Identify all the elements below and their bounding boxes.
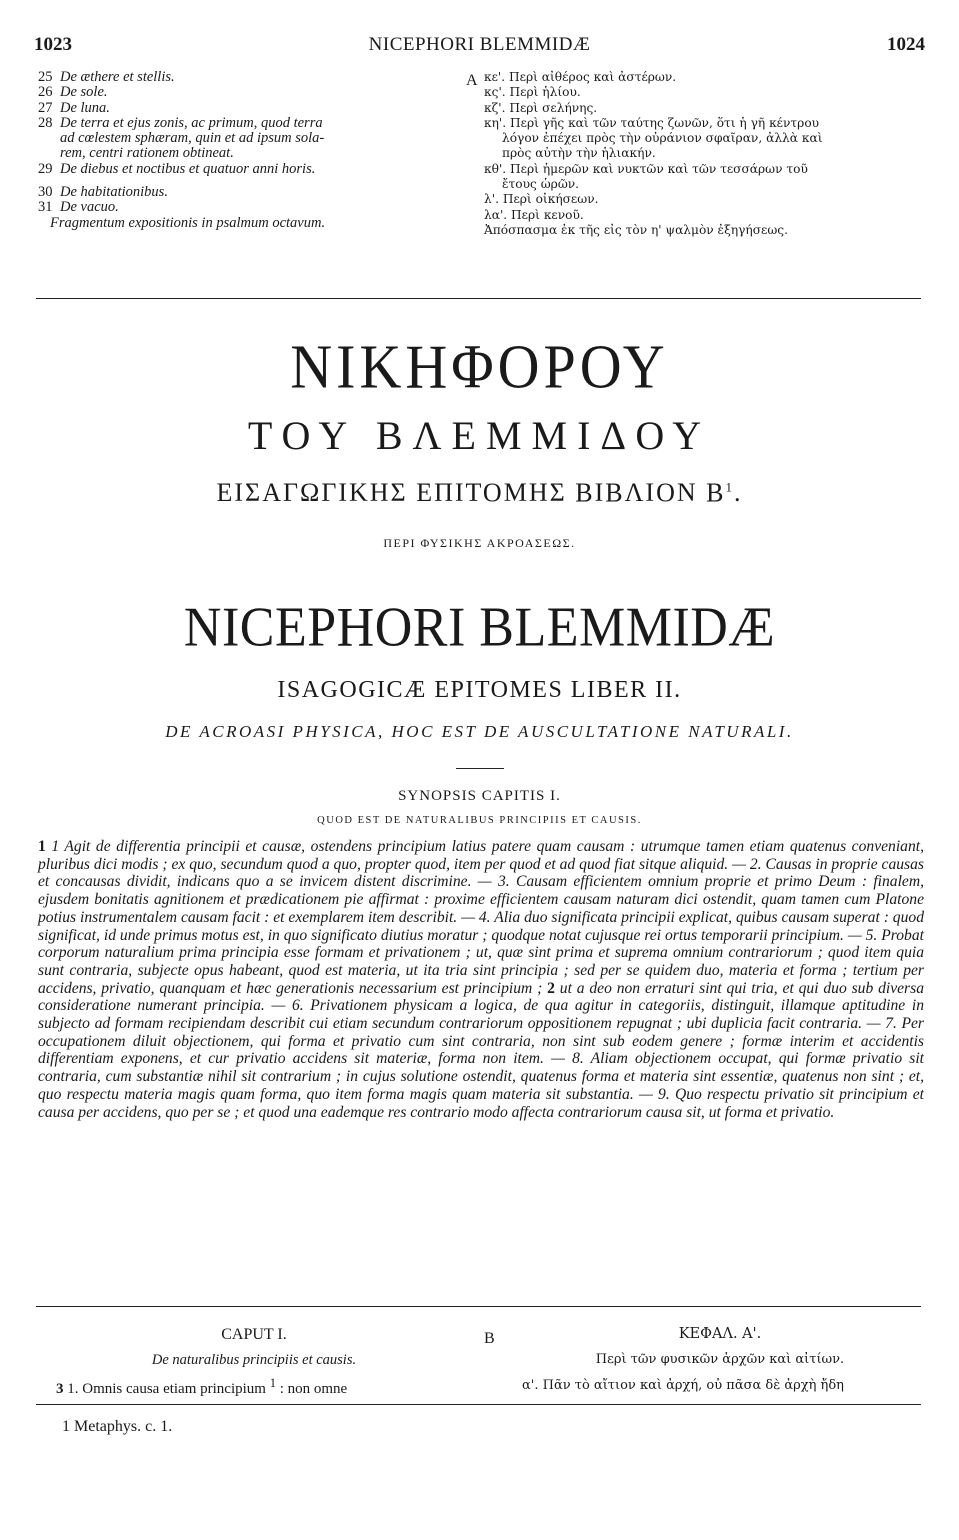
running-header (34, 34, 925, 62)
greek-book-text: ΕΙΣΑΓΩΓΙΚΗΣ ΕΠΙΤΟΜΗΣ ΒΙΒΛΙΟΝ Β (216, 478, 726, 507)
toc-num (38, 131, 60, 146)
margin-marker-a: A (466, 72, 478, 89)
latin-subtitle: DE ACROASI PHYSICA, HOC EST DE AUSCULTATIONE NATURALI. (165, 722, 794, 741)
synopsis-text-1: 1 Agit de differentia principii et causæ, ostendens principium latius patere quam causam : utrumque tamen etiam quatenus conveniant, pluribus dici modis ; ex quo, secundum quod a quo, propter quod, item per quod et ad quod fiat sitque aliquid. — 2. Causas in proprie causas et concausas dividit, indicans quo a se invicem distent discrimine. — 3. Causam efficientem omnium proprie et primo Deum : finalem, ejusdem bonitatis agnitionem et prædicationem pie affirmat : proxime efficientem causam naturam dici ostendit, quam tamen cum Platone potius instrumentalem causam facit : et exemplarem item describit. — 4. Alia duo significata principii explicat, quibus causam superat : quod significat, id unde primus motus est, in quo significato diutius moratur ; quodque notat cujusque rei ortus temporarii principium. — 5. Probat corporum naturalium prima principia esse formam et privationem ; ut, quæ sint prima et suprema omnium contrariorum ; quod item quia sunt contraria, subjecte opus habeant, quod est materia, ut ita tria sint principia ; sed per se quidem duo, materia et forma ; tertium per accidens, privatio, quanquam et hæc generationis necessarium est principium ; (38, 838, 924, 997)
toc-num: 28 (38, 114, 53, 131)
chapter-heading-greek: ΚΕΦΑΛ. Α'. (678, 1326, 762, 1342)
toc-text: rem, centri rationem obtineat. (60, 145, 234, 162)
footnote-ref: 1 (269, 1376, 276, 1390)
margin-marker-b: B (484, 1330, 495, 1347)
toc-greek (484, 70, 934, 238)
toc-num: 30 (38, 184, 53, 201)
section-divider (36, 298, 921, 299)
toc-greek-item: πρὸς αὐτὴν τὴν ἡλιακήν. (502, 146, 656, 161)
greek-book-title (30, 478, 929, 508)
toc-text: De luna. (60, 99, 110, 116)
toc-latin (38, 70, 468, 231)
toc-greek-item: ἔτους ὡρῶν. (502, 177, 580, 192)
chapter-subtitle-greek: Περὶ τῶν φυσικῶν ἀρχῶν καὶ αἰτίων. (595, 1352, 845, 1367)
synopsis-subheading: QUOD EST DE NATURALIBUS PRINCIPIIS ET CAUSIS. (317, 815, 642, 826)
toc-latin-item (38, 85, 468, 100)
margin-marker: 1 (38, 838, 46, 855)
toc-latin-item (38, 131, 468, 146)
synopsis-text-2: ut a deo non erraturi sint qui tria, et qui duo sub diversa consideratione numerant principia. — 6. Privationem physicam a logica, de qua agitur in categoriis, distinguit, illamque aptitudine in subjecto ad formam recipiendam describit cui etiam secundum contrariorum oppositionem repugnat ; ubi duplicia facit contraria. — 7. Per occupationem diluit objectionem, qui forma et privatio cum sint contraria, non sint sub eodem genere ; formæ interim et accidentis differentiam exponens, et cur privatio accidens sit materiæ, forma non item. — 8. Aliam objectionem occupat, qui formæ privatio sit contraria, cum substantiæ nihil sit contrarium ; in cujus solutione ostendit, quatenus forma et materia sint essentiæ, quatenus non sint ; et, quo respectu materia magis quam forma, quo item forma magis quam materia sit substantia. — 9. Quo respectu privatio sit principium et causa per accidens, quo per se ; et quod una eademque res contrario modo affecta contrariorum causa sit, ut forma et privatio. (38, 979, 924, 1121)
toc-greek-item: κθ'. Περὶ ἡμερῶν καὶ νυκτῶν καὶ τῶν τεσσάρων τοῦ (484, 161, 808, 176)
chapter-subtitle-latin: De naturalibus principiis et causis. (151, 1352, 357, 1368)
toc-latin-item (38, 70, 468, 85)
toc-latin-item (38, 101, 468, 116)
greek-subtitle: ΠΕΡΙ ΦΥΣΙΚΗΣ ΑΚΡΟΑΣΕΩΣ. (383, 536, 576, 550)
toc-num (38, 146, 60, 161)
toc-text: De habitationibus. (60, 184, 168, 201)
toc-greek-item: κς'. Περὶ ἡλίου. (484, 85, 581, 100)
toc-greek-item: κζ'. Περὶ σελήνης. (484, 100, 598, 115)
toc-latin-item (38, 146, 468, 161)
margin-marker: 3 (56, 1381, 64, 1397)
toc-greek-item: κη'. Περὶ γῆς καὶ τῶν ταύτης ζωνῶν, ὅτι ἡ γῆ κέντρου (484, 115, 820, 130)
chapter-text-latin (56, 1376, 496, 1398)
chapter-text-greek: α'. Πᾶν τὸ αἴτιον καὶ ἀρχή, οὐ πᾶσα δὲ ἀρχὴ ἤδη (522, 1378, 844, 1393)
toc-num: 31 (38, 199, 53, 216)
chapter-heading-latin: CAPUT I. (221, 1326, 287, 1343)
toc-greek-item: κε'. Περὶ αἰθέρος καὶ ἀστέρων. (484, 70, 677, 84)
toc-latin-item (38, 162, 468, 177)
toc-latin-item (38, 216, 468, 231)
toc-text: De diebus et noctibus et quatuor anni horis. (60, 160, 316, 177)
footnote-ref: 1 (725, 479, 734, 495)
synopsis-paragraph (38, 838, 924, 1121)
footnote: 1 Metaphys. c. 1. (62, 1418, 173, 1435)
toc-greek-item: λα'. Περὶ κενοῦ. (484, 207, 584, 222)
toc-greek-item: Ἀπόσπασμα ἐκ τῆς εἰς τὸν η' ψαλμὸν ἐξηγήσεως. (484, 222, 788, 237)
toc-greek-item: λ'. Περὶ οἰκήσεων. (484, 192, 599, 207)
toc-latin-item (38, 185, 468, 200)
toc-num: 27 (38, 99, 53, 116)
running-title: NICEPHORI BLEMMIDÆ (368, 34, 591, 55)
margin-marker: 2 (547, 979, 555, 997)
latin-line-end: : non omne (279, 1381, 348, 1397)
page-number-left: 1023 (34, 34, 72, 55)
greek-book-end: . (733, 478, 743, 507)
latin-author-title: NICEPHORI BLEMMIDÆ (183, 596, 776, 659)
toc-num: 29 (38, 160, 53, 177)
section-divider (36, 1306, 921, 1307)
toc-text: Fragmentum expositionis in psalmum octavum. (50, 214, 326, 231)
greek-author-title: ΝΙΚΗΦΟΡΟΥ (290, 331, 669, 402)
greek-author-surname: ΤΟΥ ΒΛΕΜΜΙΔΟΥ (247, 413, 712, 458)
latin-line: 1. Omnis causa etiam principium (67, 1381, 266, 1397)
toc-num: 25 (38, 69, 53, 85)
toc-latin-item (38, 200, 468, 215)
toc-text: De æthere et stellis. (60, 69, 175, 85)
toc-text: De terra et ejus zonis, ac primum, quod terra (60, 114, 323, 131)
toc-text: De vacuo. (60, 199, 119, 216)
latin-book-title: ISAGOGICÆ EPITOMES LIBER II. (277, 677, 682, 703)
toc-latin-item (38, 116, 468, 131)
toc-text: De sole. (60, 84, 108, 101)
footnote-divider (36, 1404, 921, 1405)
toc-text: ad cœlestem sphæram, quin et ad ipsum sola- (60, 130, 325, 147)
toc-greek-item: λόγον ἐπέχει πρὸς τὴν οὐράνιον σφαῖραν, ἀλλὰ καὶ (502, 131, 823, 146)
short-rule (456, 768, 504, 769)
page-number-right: 1024 (887, 34, 925, 55)
synopsis-heading: SYNOPSIS CAPITIS I. (398, 788, 561, 804)
toc-num: 26 (38, 84, 53, 101)
